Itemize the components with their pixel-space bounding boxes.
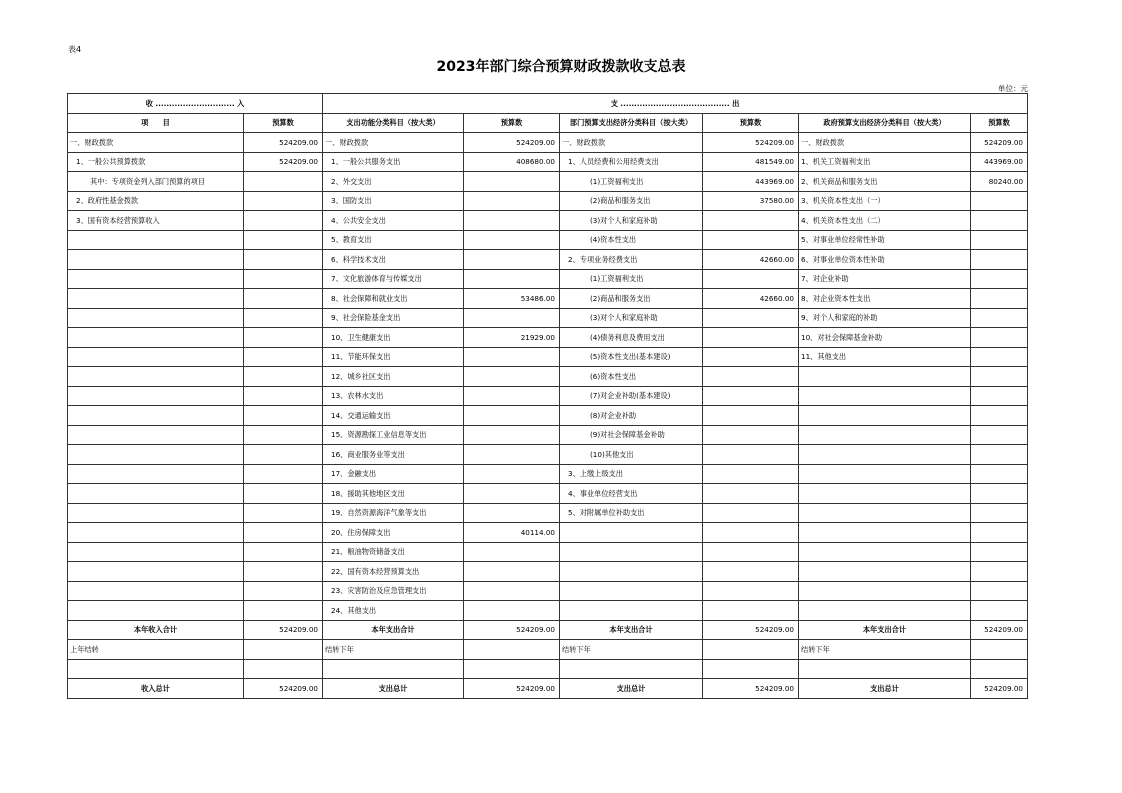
expense-total-value: 524209.00	[703, 620, 799, 640]
expense-grand-label: 支出总计	[323, 679, 464, 699]
dept-econ-item: 2、专项业务经费支出	[560, 250, 703, 270]
budget-table	[67, 93, 1028, 699]
income-item	[68, 347, 244, 367]
expense-grand-value: 524209.00	[703, 679, 799, 699]
func-budget	[464, 445, 560, 465]
dept-econ-budget	[703, 464, 799, 484]
func-item: 11、节能环保支出	[323, 347, 464, 367]
dept-econ-item	[560, 542, 703, 562]
expense-total-label: 本年支出合计	[323, 620, 464, 640]
header-budget: 预算数	[244, 113, 323, 133]
func-item: 23、灾害防治及应急管理支出	[323, 581, 464, 601]
income-budget	[244, 503, 323, 523]
income-item: 3、国有资本经营预算收入	[68, 211, 244, 231]
gov-econ-item	[799, 367, 971, 387]
income-budget	[244, 464, 323, 484]
gov-econ-budget	[971, 250, 1028, 270]
dept-econ-item	[560, 601, 703, 621]
income-item	[68, 328, 244, 348]
income-item	[68, 269, 244, 289]
income-budget	[244, 308, 323, 328]
income-budget	[244, 562, 323, 582]
func-budget	[464, 386, 560, 406]
income-grand-label: 收入总计	[68, 679, 244, 699]
header-budget: 预算数	[703, 113, 799, 133]
gov-econ-budget: 80240.00	[971, 172, 1028, 192]
func-item: 一、财政拨款	[323, 133, 464, 153]
func-budget	[464, 601, 560, 621]
gov-econ-item	[799, 406, 971, 426]
gov-econ-item: 6、对事业单位资本性补助	[799, 250, 971, 270]
gov-econ-budget	[971, 406, 1028, 426]
table-row	[68, 211, 1028, 231]
gov-econ-budget	[971, 191, 1028, 211]
gov-econ-budget	[971, 230, 1028, 250]
carry-forward-label: 结转下年	[799, 640, 971, 660]
gov-econ-budget	[971, 581, 1028, 601]
gov-econ-budget	[971, 347, 1028, 367]
empty-cell	[244, 640, 323, 660]
gov-econ-budget: 443969.00	[971, 152, 1028, 172]
func-budget	[464, 230, 560, 250]
func-budget	[464, 464, 560, 484]
expense-grand-label: 支出总计	[799, 679, 971, 699]
table-number: 表4	[68, 45, 82, 54]
dept-econ-item: 5、对附属单位补助支出	[560, 503, 703, 523]
income-budget	[244, 542, 323, 562]
gov-econ-budget	[971, 308, 1028, 328]
dept-econ-budget	[703, 484, 799, 504]
table-row	[68, 464, 1028, 484]
income-budget	[244, 601, 323, 621]
expense-total-value: 524209.00	[971, 620, 1028, 640]
expense-total-label: 本年支出合计	[799, 620, 971, 640]
table-row	[68, 562, 1028, 582]
income-budget	[244, 523, 323, 543]
func-item: 9、社会保险基金支出	[323, 308, 464, 328]
dept-econ-budget	[703, 503, 799, 523]
gov-econ-item: 11、其他支出	[799, 347, 971, 367]
dept-econ-budget	[703, 562, 799, 582]
income-item	[68, 289, 244, 309]
table-row	[68, 542, 1028, 562]
income-item	[68, 523, 244, 543]
func-budget	[464, 308, 560, 328]
annual-total-row	[68, 620, 1028, 640]
gov-econ-item	[799, 523, 971, 543]
gov-econ-item	[799, 445, 971, 465]
func-item: 24、其他支出	[323, 601, 464, 621]
dept-econ-item	[560, 523, 703, 543]
income-item	[68, 230, 244, 250]
gov-econ-item: 2、机关商品和服务支出	[799, 172, 971, 192]
gov-econ-item	[799, 484, 971, 504]
empty-cell	[68, 659, 244, 679]
income-budget	[244, 172, 323, 192]
func-budget	[464, 425, 560, 445]
dept-econ-budget: 481549.00	[703, 152, 799, 172]
income-budget	[244, 425, 323, 445]
income-item: 1、一般公共预算拨款	[68, 152, 244, 172]
table-row	[68, 250, 1028, 270]
dept-econ-item: 4、事业单位经营支出	[560, 484, 703, 504]
dept-econ-item: (8)对企业补助	[560, 406, 703, 426]
func-budget	[464, 562, 560, 582]
gov-econ-item: 10、对社会保障基金补助	[799, 328, 971, 348]
gov-econ-budget	[971, 464, 1028, 484]
expense-grand-value: 524209.00	[971, 679, 1028, 699]
table-row	[68, 152, 1028, 172]
table-row	[68, 445, 1028, 465]
table-row	[68, 191, 1028, 211]
dept-econ-item: (6)资本性支出	[560, 367, 703, 387]
income-item	[68, 562, 244, 582]
header-dept-econ-class: 部门预算支出经济分类科目（按大类）	[560, 113, 703, 133]
income-total-label: 本年收入合计	[68, 620, 244, 640]
expense-total-label: 本年支出合计	[560, 620, 703, 640]
dept-econ-item: (4)债务利息及费用支出	[560, 328, 703, 348]
empty-cell	[560, 659, 703, 679]
func-budget: 524209.00	[464, 133, 560, 153]
income-group-header: 收 ............................. 入	[68, 94, 323, 114]
income-item	[68, 367, 244, 387]
table-row	[68, 406, 1028, 426]
func-item: 20、住房保障支出	[323, 523, 464, 543]
dept-econ-item: (9)对社会保障基金补助	[560, 425, 703, 445]
gov-econ-item: 4、机关资本性支出（二）	[799, 211, 971, 231]
gov-econ-item: 一、财政拨款	[799, 133, 971, 153]
func-budget	[464, 542, 560, 562]
dept-econ-budget: 443969.00	[703, 172, 799, 192]
income-item	[68, 308, 244, 328]
income-item: 一、财政拨款	[68, 133, 244, 153]
empty-cell	[971, 659, 1028, 679]
empty-cell	[703, 640, 799, 660]
func-item: 17、金融支出	[323, 464, 464, 484]
gov-econ-item: 1、机关工资福利支出	[799, 152, 971, 172]
income-budget	[244, 289, 323, 309]
income-budget	[244, 191, 323, 211]
empty-cell	[244, 659, 323, 679]
page-title: 2023年部门综合预算财政拨款收支总表	[436, 59, 686, 75]
gov-econ-item: 3、机关资本性支出（一）	[799, 191, 971, 211]
func-item: 6、科学技术支出	[323, 250, 464, 270]
income-budget	[244, 484, 323, 504]
func-item: 7、文化旅游体育与传媒支出	[323, 269, 464, 289]
gov-econ-budget	[971, 211, 1028, 231]
income-item	[68, 425, 244, 445]
dept-econ-budget	[703, 230, 799, 250]
header-budget: 预算数	[971, 113, 1028, 133]
income-item: 其中：专项资金列入部门预算的项目	[68, 172, 244, 192]
gov-econ-budget	[971, 269, 1028, 289]
func-item: 18、援助其他地区支出	[323, 484, 464, 504]
dept-econ-budget: 37580.00	[703, 191, 799, 211]
func-item: 10、卫生健康支出	[323, 328, 464, 348]
table-row	[68, 230, 1028, 250]
carry-row	[68, 640, 1028, 660]
func-item: 12、城乡社区支出	[323, 367, 464, 387]
carry-forward-label: 结转下年	[323, 640, 464, 660]
empty-cell	[323, 659, 464, 679]
gov-econ-budget	[971, 601, 1028, 621]
income-budget: 524209.00	[244, 152, 323, 172]
dept-econ-budget	[703, 425, 799, 445]
table-row	[68, 523, 1028, 543]
table-row	[68, 172, 1028, 192]
gov-econ-budget	[971, 484, 1028, 504]
func-budget	[464, 250, 560, 270]
income-budget	[244, 347, 323, 367]
dept-econ-item	[560, 562, 703, 582]
func-item: 19、自然资源海洋气象等支出	[323, 503, 464, 523]
gov-econ-budget: 524209.00	[971, 133, 1028, 153]
header-func-class: 支出功能分类科目（按大类）	[323, 113, 464, 133]
dept-econ-budget: 524209.00	[703, 133, 799, 153]
prev-year-balance-label: 上年结转	[68, 640, 244, 660]
income-budget	[244, 445, 323, 465]
table-row	[68, 308, 1028, 328]
header-gov-econ-class: 政府预算支出经济分类科目（按大类）	[799, 113, 971, 133]
carry-forward-label: 结转下年	[560, 640, 703, 660]
empty-cell	[971, 640, 1028, 660]
gov-econ-item: 9、对个人和家庭的补助	[799, 308, 971, 328]
dept-econ-item: 一、财政拨款	[560, 133, 703, 153]
dept-econ-budget	[703, 601, 799, 621]
func-budget	[464, 172, 560, 192]
dept-econ-item: (7)对企业补助(基本建设)	[560, 386, 703, 406]
dept-econ-item: 1、人员经费和公用经费支出	[560, 152, 703, 172]
dept-econ-budget	[703, 328, 799, 348]
income-item	[68, 464, 244, 484]
income-item	[68, 250, 244, 270]
dept-econ-item: (5)资本性支出(基本建设)	[560, 347, 703, 367]
income-budget	[244, 269, 323, 289]
gov-econ-budget	[971, 328, 1028, 348]
func-item: 2、外交支出	[323, 172, 464, 192]
empty-cell	[464, 640, 560, 660]
table-row	[68, 484, 1028, 504]
func-budget	[464, 269, 560, 289]
gov-econ-item: 5、对事业单位经常性补助	[799, 230, 971, 250]
func-budget	[464, 581, 560, 601]
dept-econ-budget	[703, 581, 799, 601]
table-row	[68, 581, 1028, 601]
gov-econ-item	[799, 601, 971, 621]
column-header-row	[68, 113, 1028, 133]
func-item: 1、一般公共服务支出	[323, 152, 464, 172]
func-budget	[464, 191, 560, 211]
dept-econ-item: (2)商品和服务支出	[560, 289, 703, 309]
unit-label: 单位：元	[998, 84, 1028, 93]
table-row	[68, 269, 1028, 289]
dept-econ-budget	[703, 386, 799, 406]
gov-econ-budget	[971, 289, 1028, 309]
income-budget	[244, 211, 323, 231]
func-budget	[464, 367, 560, 387]
income-item	[68, 445, 244, 465]
income-budget	[244, 386, 323, 406]
gov-econ-item	[799, 386, 971, 406]
expense-grand-label: 支出总计	[560, 679, 703, 699]
func-budget: 21929.00	[464, 328, 560, 348]
func-item: 4、公共安全支出	[323, 211, 464, 231]
func-item: 13、农林水支出	[323, 386, 464, 406]
blank-row	[68, 659, 1028, 679]
grand-total-row	[68, 679, 1028, 699]
gov-econ-budget	[971, 445, 1028, 465]
func-budget	[464, 406, 560, 426]
income-budget	[244, 581, 323, 601]
gov-econ-item	[799, 562, 971, 582]
dept-econ-budget	[703, 269, 799, 289]
func-item: 15、资源勘探工业信息等支出	[323, 425, 464, 445]
header-budget: 预算数	[464, 113, 560, 133]
table-row	[68, 425, 1028, 445]
gov-econ-budget	[971, 367, 1028, 387]
empty-cell	[703, 659, 799, 679]
dept-econ-budget	[703, 523, 799, 543]
dept-econ-budget	[703, 542, 799, 562]
dept-econ-item: (10)其他支出	[560, 445, 703, 465]
income-budget	[244, 250, 323, 270]
income-budget	[244, 406, 323, 426]
income-budget	[244, 230, 323, 250]
empty-cell	[464, 659, 560, 679]
expense-group-header: 支 ........................................ 出	[323, 94, 1028, 114]
dept-econ-item: 3、上缴上级支出	[560, 464, 703, 484]
func-budget	[464, 503, 560, 523]
func-budget: 53486.00	[464, 289, 560, 309]
gov-econ-budget	[971, 425, 1028, 445]
gov-econ-item: 7、对企业补助	[799, 269, 971, 289]
table-row	[68, 347, 1028, 367]
func-item: 14、交通运输支出	[323, 406, 464, 426]
income-grand-value: 524209.00	[244, 679, 323, 699]
income-item	[68, 503, 244, 523]
income-item	[68, 484, 244, 504]
gov-econ-item	[799, 503, 971, 523]
gov-econ-budget	[971, 542, 1028, 562]
gov-econ-budget	[971, 503, 1028, 523]
dept-econ-budget	[703, 367, 799, 387]
func-item: 8、社会保障和就业支出	[323, 289, 464, 309]
group-header-row	[68, 94, 1028, 114]
func-item: 16、商业服务业等支出	[323, 445, 464, 465]
dept-econ-item: (1)工资福利支出	[560, 172, 703, 192]
table-row	[68, 289, 1028, 309]
table-row	[68, 328, 1028, 348]
table-row	[68, 503, 1028, 523]
gov-econ-item	[799, 425, 971, 445]
table-row	[68, 367, 1028, 387]
dept-econ-budget	[703, 406, 799, 426]
income-item	[68, 542, 244, 562]
dept-econ-item	[560, 581, 703, 601]
table-row	[68, 601, 1028, 621]
dept-econ-budget	[703, 347, 799, 367]
dept-econ-item: (3)对个人和家庭补助	[560, 211, 703, 231]
dept-econ-budget	[703, 445, 799, 465]
func-item: 5、教育支出	[323, 230, 464, 250]
dept-econ-budget: 42660.00	[703, 250, 799, 270]
table-row	[68, 133, 1028, 153]
dept-econ-budget	[703, 211, 799, 231]
dept-econ-item: (2)商品和服务支出	[560, 191, 703, 211]
dept-econ-item: (3)对个人和家庭补助	[560, 308, 703, 328]
income-budget	[244, 367, 323, 387]
gov-econ-budget	[971, 386, 1028, 406]
table-row	[68, 386, 1028, 406]
func-budget: 40114.00	[464, 523, 560, 543]
dept-econ-item: (4)资本性支出	[560, 230, 703, 250]
func-item: 21、粮油物资储备支出	[323, 542, 464, 562]
income-budget: 524209.00	[244, 133, 323, 153]
dept-econ-budget: 42660.00	[703, 289, 799, 309]
gov-econ-item	[799, 464, 971, 484]
empty-cell	[799, 659, 971, 679]
income-item	[68, 386, 244, 406]
dept-econ-item: (1)工资福利支出	[560, 269, 703, 289]
func-budget	[464, 211, 560, 231]
expense-total-value: 524209.00	[464, 620, 560, 640]
gov-econ-budget	[971, 562, 1028, 582]
income-item	[68, 406, 244, 426]
func-budget	[464, 347, 560, 367]
expense-grand-value: 524209.00	[464, 679, 560, 699]
gov-econ-item	[799, 542, 971, 562]
income-total-value: 524209.00	[244, 620, 323, 640]
func-budget	[464, 484, 560, 504]
income-item	[68, 601, 244, 621]
header-item: 项 目	[68, 113, 244, 133]
income-item	[68, 581, 244, 601]
func-item: 22、国有资本经营预算支出	[323, 562, 464, 582]
gov-econ-item	[799, 581, 971, 601]
income-budget	[244, 328, 323, 348]
gov-econ-item: 8、对企业资本性支出	[799, 289, 971, 309]
income-item: 2、政府性基金拨款	[68, 191, 244, 211]
gov-econ-budget	[971, 523, 1028, 543]
func-budget: 408680.00	[464, 152, 560, 172]
func-item: 3、国防支出	[323, 191, 464, 211]
dept-econ-budget	[703, 308, 799, 328]
